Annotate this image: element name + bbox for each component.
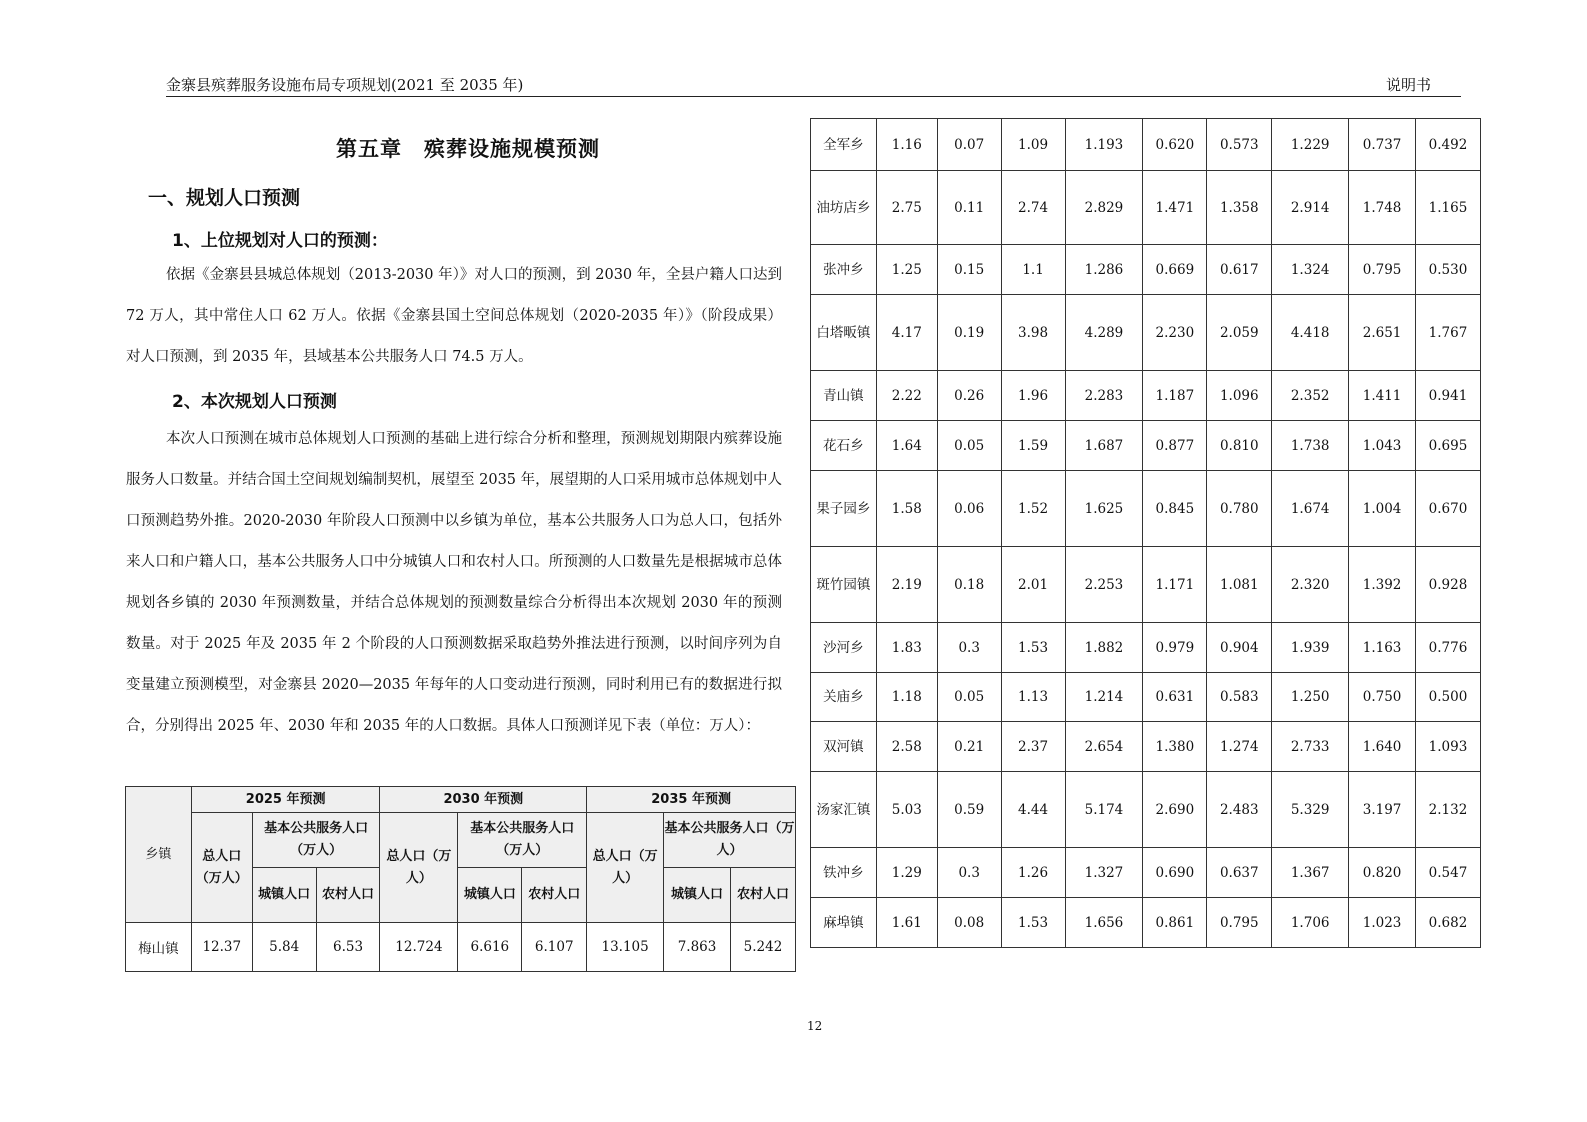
cell-value: 0.682	[1416, 898, 1481, 948]
cell-value: 0.669	[1143, 245, 1207, 295]
population-table-left	[125, 786, 796, 972]
cell-value: 0.690	[1143, 848, 1207, 898]
header-title: 金寨县殡葬服务设施布局专项规划(2021 至 2035 年)	[166, 76, 524, 94]
cell-value: 1.286	[1065, 245, 1143, 295]
cell-value: 1.767	[1416, 295, 1481, 371]
cell-value: 1.706	[1272, 898, 1349, 948]
cell-township: 花石乡	[811, 421, 877, 471]
col-total-2035: 总人口（万人）	[587, 813, 664, 923]
cell-value: 12.37	[191, 923, 252, 972]
cell-value: 2.74	[1001, 171, 1065, 245]
cell-value: 1.58	[876, 471, 937, 547]
table-row	[811, 898, 1481, 948]
cell-value: 2.19	[876, 547, 937, 623]
cell-value: 1.367	[1272, 848, 1349, 898]
population-table-right	[810, 118, 1481, 948]
cell-value: 1.26	[1001, 848, 1065, 898]
cell-value: 1.59	[1001, 421, 1065, 471]
table-row	[811, 848, 1481, 898]
cell-value: 1.09	[1001, 119, 1065, 171]
cell-value: 4.17	[876, 295, 937, 371]
cell-value: 0.795	[1349, 245, 1416, 295]
subsection-heading-1: 1、上位规划对人口的预测：	[172, 231, 388, 251]
cell-value: 2.22	[876, 371, 937, 421]
cell-value: 0.928	[1416, 547, 1481, 623]
cell-value: 0.820	[1349, 848, 1416, 898]
col-rural-2030: 农村人口	[522, 868, 587, 923]
cell-value: 0.08	[937, 898, 1001, 948]
cell-value: 2.132	[1416, 772, 1481, 848]
cell-value: 1.163	[1349, 623, 1416, 673]
page-header	[166, 74, 1461, 97]
col-rural-2035: 农村人口	[730, 868, 795, 923]
cell-value: 0.18	[937, 547, 1001, 623]
cell-value: 0.737	[1349, 119, 1416, 171]
cell-township: 果子园乡	[811, 471, 877, 547]
cell-value: 7.863	[664, 923, 731, 972]
table-row	[811, 371, 1481, 421]
cell-value: 1.274	[1207, 722, 1272, 772]
table-row	[811, 623, 1481, 673]
table-row	[811, 119, 1481, 171]
cell-value: 0.06	[937, 471, 1001, 547]
cell-value: 2.651	[1349, 295, 1416, 371]
table-row	[811, 722, 1481, 772]
col-urban-2025: 城镇人口	[252, 868, 316, 923]
cell-value: 5.03	[876, 772, 937, 848]
cell-value: 0.583	[1207, 673, 1272, 722]
cell-value: 5.242	[730, 923, 795, 972]
cell-value: 1.83	[876, 623, 937, 673]
table-row	[126, 923, 796, 972]
cell-value: 2.01	[1001, 547, 1065, 623]
cell-value: 0.492	[1416, 119, 1481, 171]
cell-value: 1.187	[1143, 371, 1207, 421]
cell-value: 1.18	[876, 673, 937, 722]
cell-value: 1.096	[1207, 371, 1272, 421]
cell-value: 2.059	[1207, 295, 1272, 371]
cell-value: 2.914	[1272, 171, 1349, 245]
cell-value: 1.043	[1349, 421, 1416, 471]
cell-value: 3.98	[1001, 295, 1065, 371]
cell-value: 0.3	[937, 623, 1001, 673]
cell-value: 1.1	[1001, 245, 1065, 295]
cell-value: 0.617	[1207, 245, 1272, 295]
cell-value: 0.19	[937, 295, 1001, 371]
cell-value: 0.21	[937, 722, 1001, 772]
cell-value: 0.695	[1416, 421, 1481, 471]
cell-value: 1.229	[1272, 119, 1349, 171]
cell-value: 1.625	[1065, 471, 1143, 547]
cell-value: 1.25	[876, 245, 937, 295]
cell-value: 1.29	[876, 848, 937, 898]
cell-value: 4.418	[1272, 295, 1349, 371]
cell-township: 麻埠镇	[811, 898, 877, 948]
cell-value: 1.004	[1349, 471, 1416, 547]
cell-value: 1.193	[1065, 119, 1143, 171]
cell-value: 0.620	[1143, 119, 1207, 171]
col-basic-2035: 基本公共服务人口（万人）	[664, 813, 796, 868]
cell-value: 1.093	[1416, 722, 1481, 772]
cell-value: 2.733	[1272, 722, 1349, 772]
cell-value: 2.37	[1001, 722, 1065, 772]
header-doc-type: 说明书	[1385, 76, 1431, 94]
cell-value: 0.59	[937, 772, 1001, 848]
col-rural-2025: 农村人口	[316, 868, 380, 923]
col-township: 乡镇	[126, 787, 192, 923]
cell-value: 6.616	[458, 923, 522, 972]
cell-value: 0.07	[937, 119, 1001, 171]
cell-value: 0.500	[1416, 673, 1481, 722]
table-row	[811, 547, 1481, 623]
cell-value: 1.656	[1065, 898, 1143, 948]
cell-value: 1.13	[1001, 673, 1065, 722]
cell-value: 5.174	[1065, 772, 1143, 848]
table-row	[811, 673, 1481, 722]
cell-value: 1.392	[1349, 547, 1416, 623]
cell-value: 1.64	[876, 421, 937, 471]
cell-value: 1.250	[1272, 673, 1349, 722]
cell-value: 2.483	[1207, 772, 1272, 848]
cell-value: 0.795	[1207, 898, 1272, 948]
cell-value: 0.750	[1349, 673, 1416, 722]
cell-value: 1.023	[1349, 898, 1416, 948]
cell-value: 6.53	[316, 923, 380, 972]
cell-value: 0.15	[937, 245, 1001, 295]
cell-value: 2.75	[876, 171, 937, 245]
cell-value: 0.670	[1416, 471, 1481, 547]
table-row	[811, 295, 1481, 371]
col-basic-2030: 基本公共服务人口（万人）	[458, 813, 587, 868]
cell-value: 1.53	[1001, 898, 1065, 948]
cell-value: 1.471	[1143, 171, 1207, 245]
cell-value: 0.3	[937, 848, 1001, 898]
col-urban-2035: 城镇人口	[664, 868, 731, 923]
cell-value: 0.861	[1143, 898, 1207, 948]
cell-township: 关庙乡	[811, 673, 877, 722]
cell-value: 1.358	[1207, 171, 1272, 245]
cell-value: 1.687	[1065, 421, 1143, 471]
cell-value: 1.939	[1272, 623, 1349, 673]
cell-value: 1.53	[1001, 623, 1065, 673]
cell-township: 汤家汇镇	[811, 772, 877, 848]
table-row	[811, 171, 1481, 245]
cell-value: 0.26	[937, 371, 1001, 421]
cell-value: 0.11	[937, 171, 1001, 245]
cell-value: 3.197	[1349, 772, 1416, 848]
table-row	[811, 245, 1481, 295]
section-heading: 一、规划人口预测	[148, 187, 301, 209]
col-urban-2030: 城镇人口	[458, 868, 522, 923]
cell-value: 2.320	[1272, 547, 1349, 623]
cell-township: 梅山镇	[126, 923, 192, 972]
cell-value: 4.289	[1065, 295, 1143, 371]
cell-value: 1.61	[876, 898, 937, 948]
cell-value: 13.105	[587, 923, 664, 972]
table-row	[811, 471, 1481, 547]
cell-value: 1.214	[1065, 673, 1143, 722]
cell-value: 0.979	[1143, 623, 1207, 673]
col-basic-2025: 基本公共服务人口（万人）	[252, 813, 380, 868]
cell-value: 1.16	[876, 119, 937, 171]
cell-value: 1.171	[1143, 547, 1207, 623]
cell-value: 0.547	[1416, 848, 1481, 898]
cell-value: 12.724	[380, 923, 458, 972]
cell-value: 1.52	[1001, 471, 1065, 547]
cell-value: 2.230	[1143, 295, 1207, 371]
cell-value: 2.58	[876, 722, 937, 772]
cell-value: 1.324	[1272, 245, 1349, 295]
cell-value: 1.882	[1065, 623, 1143, 673]
cell-value: 1.081	[1207, 547, 1272, 623]
cell-value: 0.776	[1416, 623, 1481, 673]
cell-value: 6.107	[522, 923, 587, 972]
col-2025: 2025 年预测	[191, 787, 380, 813]
cell-value: 2.253	[1065, 547, 1143, 623]
cell-value: 4.44	[1001, 772, 1065, 848]
cell-township: 油坊店乡	[811, 171, 877, 245]
cell-value: 1.640	[1349, 722, 1416, 772]
chapter-title: 第五章 殡葬设施规模预测	[336, 137, 600, 161]
cell-value: 0.904	[1207, 623, 1272, 673]
cell-value: 1.411	[1349, 371, 1416, 421]
cell-township: 双河镇	[811, 722, 877, 772]
table-row	[811, 421, 1481, 471]
paragraph-1: 依据《金寨县县城总体规划（2013-2030 年）》对人口的预测，到 2030 年，全县户籍人口达到 72 万人，其中常住人口 62 万人。依据《金寨县国土空间总体规划（2020-2035 年）》（阶段成果）对人口预测，到 2035 年，县域基本公共服务人口 74.5 万人。	[126, 267, 782, 365]
cell-value: 0.530	[1416, 245, 1481, 295]
col-total-2030: 总人口（万人）	[380, 813, 458, 923]
cell-value: 0.941	[1416, 371, 1481, 421]
cell-value: 0.631	[1143, 673, 1207, 722]
paragraph-2: 本次人口预测在城市总体规划人口预测的基础上进行综合分析和整理，预测规划期限内殡葬设施服务人口数量。并结合国土空间规划编制契机，展望至 2035 年，展望期的人口采用城市总体规划中人口预测趋势外推。2020-2030 年阶段人口预测中以乡镇为单位，基本公共服务人口为总人口，包括外来人口和户籍人口，基本公共服务人口中分城镇人口和农村人口。所预测的人口数量先是根据城市总体规划各乡镇的 2030 年预测数量，并结合总体规划的预测数量综合分析得出本次规划 2030 年的预测数量。对于 2025 年及 2035 年 2 个阶段的人口预测数据采取趋势外推法进行预测，以时间序列为自变量建立预测模型，对金寨县 2020—2035 年每年的人口变动进行预测，同时利用已有的数据进行拟合，分别得出 2025 年、2030 年和 2035 年的人口数据。具体人口预测详见下表（单位：万人）：	[126, 431, 782, 734]
cell-value: 1.327	[1065, 848, 1143, 898]
subsection-heading-2: 2、本次规划人口预测	[172, 392, 337, 412]
col-total-2025: 总人口（万人）	[191, 813, 252, 923]
cell-value: 1.165	[1416, 171, 1481, 245]
cell-township: 全军乡	[811, 119, 877, 171]
cell-value: 2.283	[1065, 371, 1143, 421]
cell-township: 张冲乡	[811, 245, 877, 295]
cell-township: 铁冲乡	[811, 848, 877, 898]
col-2030: 2030 年预测	[380, 787, 587, 813]
cell-value: 1.674	[1272, 471, 1349, 547]
cell-value: 5.329	[1272, 772, 1349, 848]
cell-value: 1.748	[1349, 171, 1416, 245]
cell-value: 2.690	[1143, 772, 1207, 848]
cell-township: 沙河乡	[811, 623, 877, 673]
cell-value: 0.05	[937, 421, 1001, 471]
page-number: 12	[807, 1019, 823, 1033]
col-2035: 2035 年预测	[587, 787, 796, 813]
cell-township: 斑竹园镇	[811, 547, 877, 623]
cell-value: 2.829	[1065, 171, 1143, 245]
table-row	[811, 772, 1481, 848]
cell-value: 0.845	[1143, 471, 1207, 547]
cell-value: 0.573	[1207, 119, 1272, 171]
cell-township: 白塔畈镇	[811, 295, 877, 371]
cell-value: 0.637	[1207, 848, 1272, 898]
cell-value: 2.654	[1065, 722, 1143, 772]
cell-value: 2.352	[1272, 371, 1349, 421]
cell-value: 1.380	[1143, 722, 1207, 772]
cell-township: 青山镇	[811, 371, 877, 421]
cell-value: 0.877	[1143, 421, 1207, 471]
cell-value: 1.738	[1272, 421, 1349, 471]
cell-value: 0.810	[1207, 421, 1272, 471]
cell-value: 1.96	[1001, 371, 1065, 421]
cell-value: 5.84	[252, 923, 316, 972]
cell-value: 0.780	[1207, 471, 1272, 547]
cell-value: 0.05	[937, 673, 1001, 722]
